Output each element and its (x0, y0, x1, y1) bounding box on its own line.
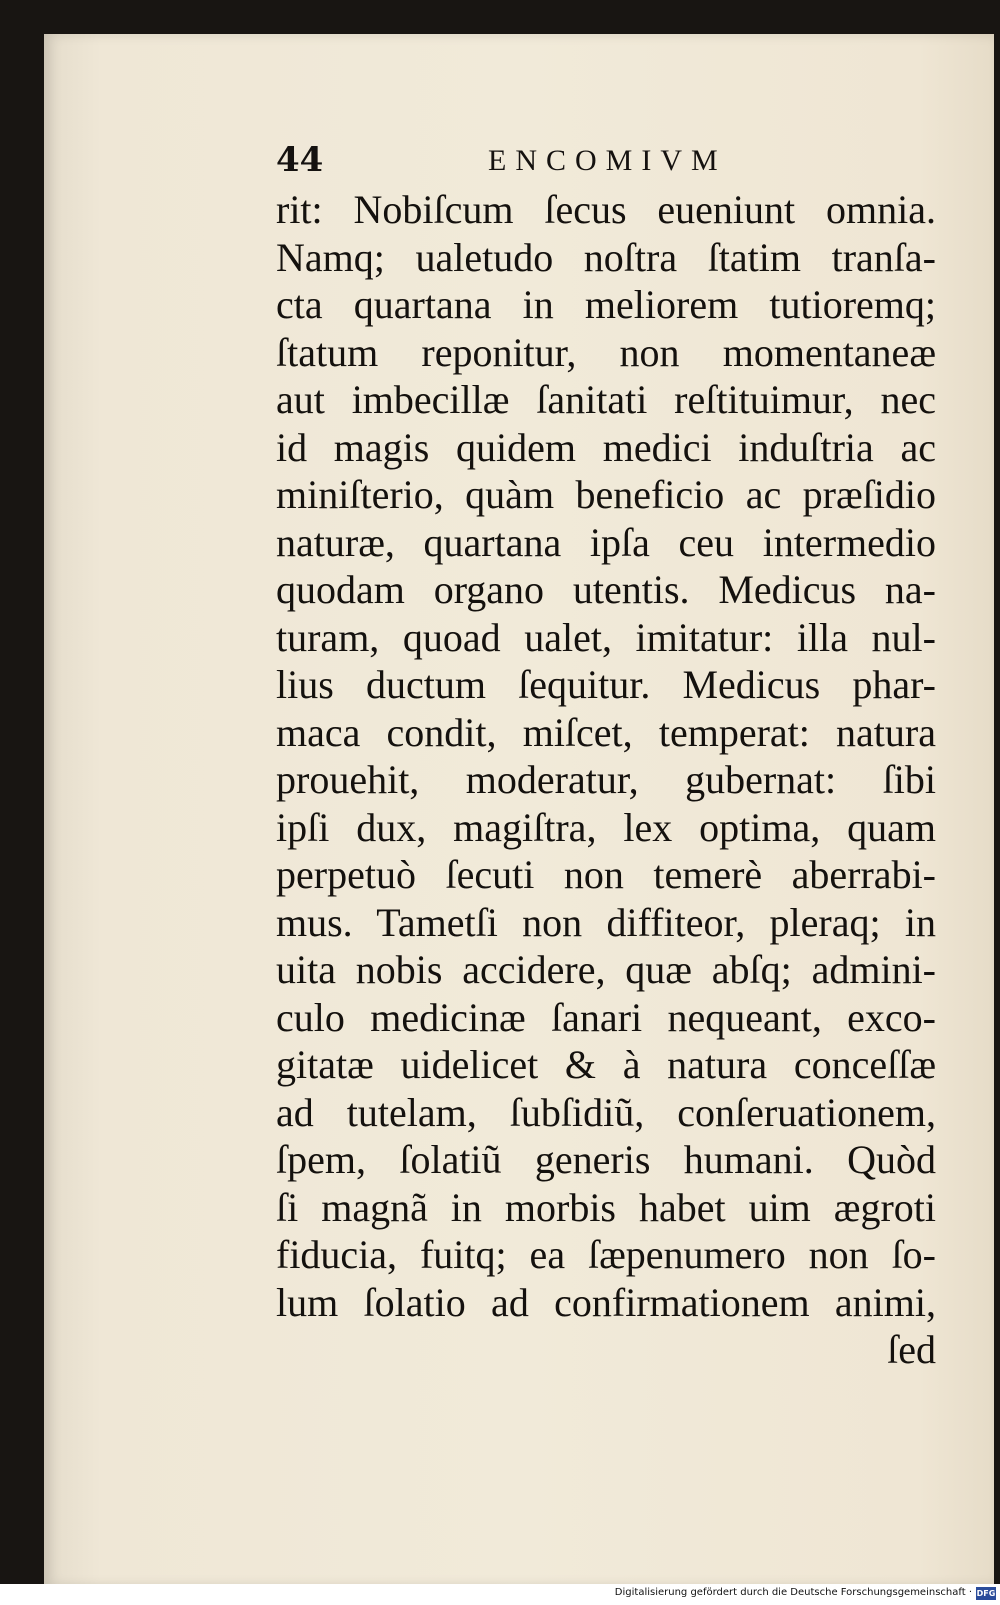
text-line: culo medicinæ ſanari nequeant, exco- (276, 994, 936, 1040)
text-line: Namq; ualetudo noſtra ſtatim tranſa- (276, 234, 936, 280)
running-head: ENCOMIVM (488, 144, 727, 177)
text-line: maca condit, miſcet, temperat: natura (276, 709, 936, 755)
text-line: miniſterio, quàm beneficio ac præſidio (276, 472, 936, 517)
catchword: ſed (887, 1327, 936, 1372)
text-line: ſtatum reponitur, non momentaneæ (276, 329, 936, 375)
text-line: aut imbecillæ ſanitati reſtituimur, nec (276, 377, 936, 422)
text-line: quodam organo utentis. Medicus na- (276, 567, 936, 612)
text-line: rit: Nobiſcum ſecus eueniunt omnia. (276, 187, 936, 232)
text-line: id magis quidem medici induſtria ac (276, 424, 936, 470)
text-line: ipſi dux, magiſtra, lex optima, quam (276, 804, 936, 850)
funding-credit: Digitalisierung gefördert durch die Deutsche Forschungsgemeinschaft · (614, 1587, 972, 1598)
page-header (276, 140, 956, 184)
text-line: uita nobis accidere, quæ abſq; admini- (276, 947, 936, 992)
digitization-footer (0, 1584, 1000, 1605)
text-line: turam, quoad ualet, imitatur: illa nul- (276, 614, 936, 660)
text-line: ad tutelam, ſubſidiũ, conſeruationem, (276, 1089, 936, 1135)
page-number: 44 (276, 140, 324, 180)
body-text (276, 186, 936, 1374)
text-line: perpetuò ſecuti non temerè aberrabi- (276, 852, 936, 897)
text-line: ſpem, ſolatiũ generis humani. Quòd (276, 1137, 936, 1182)
text-line: gitatæ uidelicet & à natura conceſſæ (276, 1042, 936, 1087)
dfg-logo-icon: DFG (976, 1589, 996, 1598)
text-line: fiducia, fuitq; ea ſæpenumero non ſo- (276, 1232, 936, 1277)
text-line: cta quartana in meliorem tutioremq; (276, 282, 936, 327)
text-line: mus. Tametſi non diffiteor, pleraq; in (276, 899, 936, 945)
text-line: lum ſolatio ad confirmationem animi, (276, 1279, 936, 1325)
text-line: naturæ, quartana ipſa ceu intermedio (276, 519, 936, 565)
text-line: ſi magnã in morbis habet uim ægroti (276, 1184, 936, 1230)
text-line: prouehit, moderatur, gubernat: ſibi (276, 757, 936, 802)
text-line: lius ductum ſequitur. Medicus phar- (276, 662, 936, 707)
